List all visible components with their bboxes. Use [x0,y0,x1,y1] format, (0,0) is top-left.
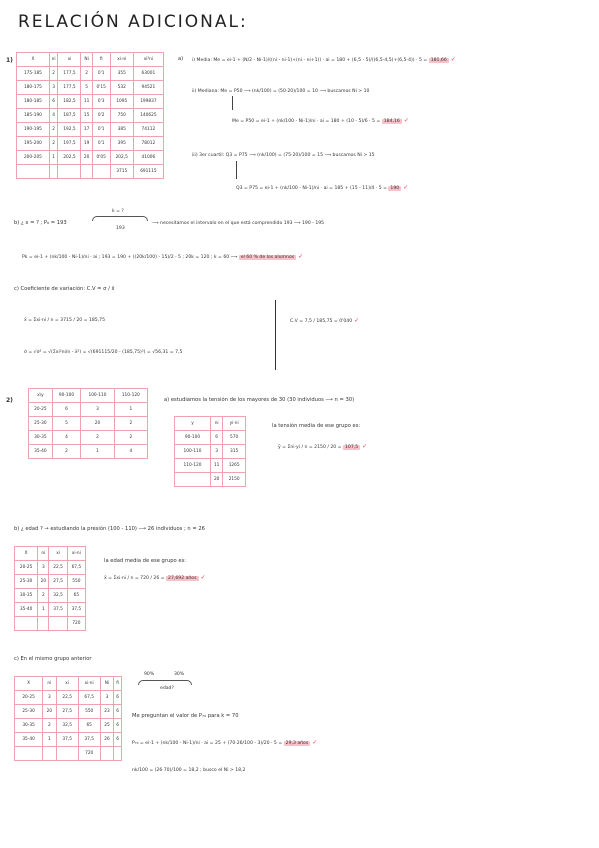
table-cell: 22,5 [49,561,67,575]
table-cell: 4 [52,431,81,445]
table-cell: 5 [81,81,92,95]
table-cell: 37,5 [78,733,100,747]
table-cell: 2 [114,431,147,445]
table-cell: xi [58,53,81,67]
table-cell: xi·ni [78,677,100,691]
table-cell: Ni [81,53,92,67]
table-cell: 0'1 [92,123,110,137]
age-result: 27,692 años [168,576,197,581]
table-cell: 315 [223,445,246,459]
table-row [29,403,148,417]
brace-bottom-label: edad? [160,686,174,691]
check-icon: ✓ [200,574,206,581]
check-icon: ✓ [403,184,409,191]
table-cell: 27,5 [56,705,78,719]
table-cell: 550 [78,705,100,719]
table-cell: 3 [211,445,223,459]
table-cell: 20-25 [15,561,38,575]
table-cell: 2 [52,445,81,459]
table-header-row [175,417,246,431]
table-cell: xi²ni [133,53,163,67]
table-cell: 550 [67,575,85,589]
table-cell: 15 [81,109,92,123]
table-cell [38,617,49,631]
table-cell: 177,5 [58,67,81,81]
p70-text: Me preguntan el valor de P₇₀ para k = 70 [132,713,239,719]
table-row [175,473,246,487]
table-cell: 570 [223,431,246,445]
check-icon: ✓ [362,443,368,450]
table-cell [15,747,43,761]
p70-formula: P₇₀ = ei-1 + (nk/100 - Ni-1)/ni · ai = 25 + (70·26/100 - 3)/20 · 5 = 29,3 años ✓ [132,739,318,746]
table-cell: ni [49,53,58,67]
table-cell: 32,5 [56,719,78,733]
table-cell: 25-30 [15,575,38,589]
table-cell: 6 [49,95,58,109]
table-cell: 6 [114,733,122,747]
table-cell: 26 [100,733,113,747]
exercise-1-number: 1) [6,57,13,64]
arrow-down-icon [232,96,233,110]
table-cell: 385 [110,123,133,137]
table-cell: fi [92,53,110,67]
brace-bottom-label: 193 [116,226,125,231]
cuartil-result: 190 [390,186,400,191]
table-cell: 175-185 [17,67,50,81]
table-header-row [15,677,122,691]
table-cell: 187,5 [58,109,81,123]
table-cell: 67,5 [78,691,100,705]
table-cell: 0'05 [92,151,110,165]
table-cell: 32,5 [49,589,67,603]
table-cell: 195-200 [17,137,50,151]
table-cell: 185-190 [17,109,50,123]
table-cell: 6 [114,719,122,733]
table-cell: 25-30 [15,705,43,719]
cuartil-formula: Q3 = P75 = ei-1 + (nk/100 - Ni-1)/ni · ai = 185 + (15 - 11)/4 · 5 = 190 ✓ [236,184,409,191]
part-2b-label: b) ¿ edad ? → estudiando la presión (100 - 110) ⟶ 26 individuos ; n = 26 [14,526,205,532]
table-cell: 691115 [133,165,163,179]
brace-top-label: 90% [144,672,155,677]
table-cell: 192,5 [58,123,81,137]
exercise-2-number: 2) [6,397,13,404]
table-row [175,459,246,473]
table-cell: 395 [110,137,133,151]
table-cell: 78012 [133,137,163,151]
part-2c-label: c) En el mismo grupo anterior [14,656,92,662]
table-cell: xi·ni [67,547,85,561]
table-cell: 140625 [133,109,163,123]
brace-icon [138,680,192,685]
table-row [17,123,164,137]
table-cell: 37,5 [67,603,85,617]
table-cell: 35-40 [15,733,43,747]
table-cell [58,165,81,179]
table-cell: 0'3 [92,95,110,109]
table-cell: 3 [49,81,58,95]
cuartil-step: iii) 3er cuartil: Q3 = P75 ⟶ (nk/100) = (75·20)/100 = 15 ⟶ buscamos Ni > 15 [192,153,375,158]
table-cell: 3 [81,403,114,417]
part-a-label: a) [178,56,184,62]
table-row [17,137,164,151]
table-cell: ni [43,677,56,691]
tension-table [174,416,246,487]
table-cell: 202,5 [110,151,133,165]
table-cell: 20 [43,705,56,719]
table-cell: 0'2 [92,109,110,123]
table-cell: 3 [38,561,49,575]
table-cell: 35-40 [15,603,38,617]
table-cell: 0'15 [92,81,110,95]
table-row [15,617,86,631]
tension-text: la tensión media de ese grupo es: [272,423,361,429]
table-cell: 180-175 [17,81,50,95]
table-cell: 20 [38,575,49,589]
check-icon: ✓ [450,56,456,63]
table-cell: 23 [100,705,113,719]
frequency-table [16,52,164,179]
table-cell: 720 [78,747,100,761]
table-row [17,95,164,109]
part-b-label: b) ¿ x = ? ; P₈ = 193 [14,220,67,226]
check-icon: ✓ [403,117,409,124]
table-cell: X [15,547,38,561]
table-cell: 177,5 [58,81,81,95]
table-cell: 4 [114,445,147,459]
table-cell: 110-120 [175,459,211,473]
percentile-table [14,676,122,761]
table-cell: 67,5 [67,561,85,575]
p70-result: 29,3 años [285,741,309,746]
table-cell: 2 [49,123,58,137]
tension-formula: ȳ = Σni·yi / n = 2150 / 20 = 107,5 ✓ [278,443,368,450]
table-cell: fi [114,677,122,691]
table-cell: 1095 [110,95,133,109]
table-cell [43,747,56,761]
table-cell: 20-25 [15,691,43,705]
table-cell: 19 [81,137,92,151]
table-row [15,589,86,603]
table-cell: 1 [81,445,114,459]
media-formula: i) Media: Me = ei-1 + (N/2 - Ni-1)/((ni - ni-1)+(ni - ni+1)) · ai = 180 + (6,5 - 5)/((6,5-4,5)+(6,5-4)) · 5 = 181,66 ✓ [192,56,456,63]
table-row [29,431,148,445]
table-cell: xi [56,677,78,691]
age-formula: x̄ = Σxi·ni / n = 720 / 26 = 27,692 años ✓ [104,574,206,581]
interval-note: ⟶ necesitamos el intervalo en el que está comprendido 193 ⟶ 190 - 195 [152,221,325,226]
table-cell: xi·ni [110,53,133,67]
table-cell: 100-110 [175,445,211,459]
table-row [15,561,86,575]
table-cell: 30-35 [29,431,53,445]
table-cell: 11 [211,459,223,473]
table-cell: 63001 [133,67,163,81]
table-cell: 2 [43,719,56,733]
table-cell: 37,5 [49,603,67,617]
table-cell: 25-30 [29,417,53,431]
table-cell: yi·ni [223,417,246,431]
table-header-row [15,547,86,561]
table-cell: 2 [49,137,58,151]
brace-mid-label: 30% [174,672,185,677]
contingency-table [28,388,148,459]
table-row [175,445,246,459]
p70-note: nk/100 = (26·70)/100 = 18,2 ; busco el Ni > 18,2 [132,768,246,773]
table-cell: 5 [52,417,81,431]
table-row [17,151,164,165]
sigma-formula: σ = √σ² = √(Σxi²ni/n - x̄²) = √(691115/20 - (185,75)²) = √56,31 = 7,5 [24,350,183,355]
table-header-row [29,389,148,403]
separator-line [275,300,276,370]
brace-top-label: k = ? [112,209,124,214]
table-row [15,691,122,705]
table-cell: 190-195 [17,123,50,137]
table-cell: 65 [78,719,100,733]
cv-formula: C.V = 7,5 / 185,75 = 0'040 ✓ [290,317,360,324]
table-cell: 3 [100,691,113,705]
table-cell: 35-40 [29,445,53,459]
table-cell [17,165,50,179]
table-cell: 110-120 [114,389,147,403]
table-header-row [17,53,164,67]
table-cell: 3 [43,691,56,705]
table-cell: 1 [43,733,56,747]
mediana-result: 184,16 [383,119,400,124]
table-row [15,705,122,719]
tension-result: 107,5 [344,445,359,450]
table-cell: 2 [81,67,92,81]
table-cell: 2 [81,431,114,445]
table-row [15,719,122,733]
table-cell: 74112 [133,123,163,137]
table-cell: 2 [49,67,58,81]
table-cell: 11 [81,95,92,109]
table-row [17,165,164,179]
table-cell [92,165,110,179]
table-cell: 2 [114,417,147,431]
table-cell: 532 [110,81,133,95]
table-cell: 1 [49,151,58,165]
table-cell [15,617,38,631]
table-row [15,575,86,589]
table-cell: 65 [67,589,85,603]
table-cell: 30-35 [15,589,38,603]
table-row [29,445,148,459]
table-cell: 90-100 [175,431,211,445]
table-cell: 0'1 [92,137,110,151]
age-table [14,546,86,631]
table-cell: 25 [100,719,113,733]
table-cell: x\y [29,389,53,403]
percentile-result: el 60 % de los alumnos [240,255,295,260]
table-cell: 0'1 [92,67,110,81]
table-cell: 100-110 [81,389,114,403]
table-cell: ni [211,417,223,431]
table-cell [49,165,58,179]
table-cell: X [15,677,43,691]
table-cell: 6 [52,403,81,417]
table-cell: xi [49,547,67,561]
check-icon: ✓ [298,253,304,260]
table-cell: 1 [38,603,49,617]
table-cell: 90-100 [52,389,81,403]
table-row [175,431,246,445]
table-cell: 4 [49,109,58,123]
page-title: RELACIÓN ADICIONAL: [18,12,248,32]
table-cell: 1265 [223,459,246,473]
table-cell: 1 [114,403,147,417]
table-cell: 2 [38,589,49,603]
table-cell: 750 [110,109,133,123]
mean-formula: x̄ = Σxi·ni / n = 3715 / 20 = 185,75 [24,318,106,323]
table-cell: 27,5 [49,575,67,589]
table-cell [175,473,211,487]
table-cell: 20 [211,473,223,487]
table-cell: 720 [67,617,85,631]
table-cell: 20 [81,417,114,431]
table-cell: 2150 [223,473,246,487]
table-cell: 3715 [110,165,133,179]
percentile-formula: Pk = ei-1 + (nk/100 - Ni-1)/ni · ai ; 193 = 190 + ((20k/100) - 15)/2 · 5 ; 20k = 120 ; k = 60 ⟶ el 60 % de los alumnos ✓ [22,253,304,260]
check-icon: ✓ [354,317,360,324]
table-row [17,81,164,95]
brace-icon [92,216,148,221]
media-result: 181,66 [430,58,447,63]
table-row [15,603,86,617]
table-cell: 6 [114,705,122,719]
table-cell: Ni [100,677,113,691]
table-cell: 6 [114,691,122,705]
table-cell: 180-185 [17,95,50,109]
table-cell: 6 [211,431,223,445]
table-row [17,109,164,123]
part-c-label: c) Coeficiente de variación: C.V = σ / x̄ [14,286,115,292]
table-cell: 199837 [133,95,163,109]
table-cell: 41006 [133,151,163,165]
table-cell [100,747,113,761]
table-cell: 17 [81,123,92,137]
check-icon: ✓ [312,739,318,746]
part-2a-label: a) estudiamos la tensión de los mayores de 30 (30 individuos ⟶ n = 30) [164,397,355,403]
table-cell: 355 [110,67,133,81]
table-row [29,417,148,431]
table-cell: 30-35 [15,719,43,733]
table-row [15,733,122,747]
table-cell [114,747,122,761]
table-row [15,747,122,761]
table-cell [81,165,92,179]
table-cell [49,617,67,631]
age-text: la edad media de ese grupo es: [104,558,187,564]
table-cell: 22,5 [56,691,78,705]
table-cell: 200-205 [17,151,50,165]
table-cell: y [175,417,211,431]
table-cell: 37,5 [56,733,78,747]
table-cell: 202,5 [58,151,81,165]
table-cell: X [17,53,50,67]
table-cell: ni [38,547,49,561]
table-cell: 94521 [133,81,163,95]
arrow-down-icon [236,161,237,179]
table-cell: 197,5 [58,137,81,151]
table-cell: 20 [81,151,92,165]
mediana-formula: Me = P50 = ei-1 + (nk/100 - Ni-1)/ni · ai = 180 + (10 - 5)/6 · 5 = 184,16 ✓ [232,117,409,124]
table-cell [56,747,78,761]
mediana-step: ii) Mediana: Me = P50 ⟶ (nk/100) = (50·20)/100 = 10 ⟶ buscamos Ni > 10 [192,89,370,94]
table-row [17,67,164,81]
table-cell: 20-25 [29,403,53,417]
table-cell: 182,5 [58,95,81,109]
